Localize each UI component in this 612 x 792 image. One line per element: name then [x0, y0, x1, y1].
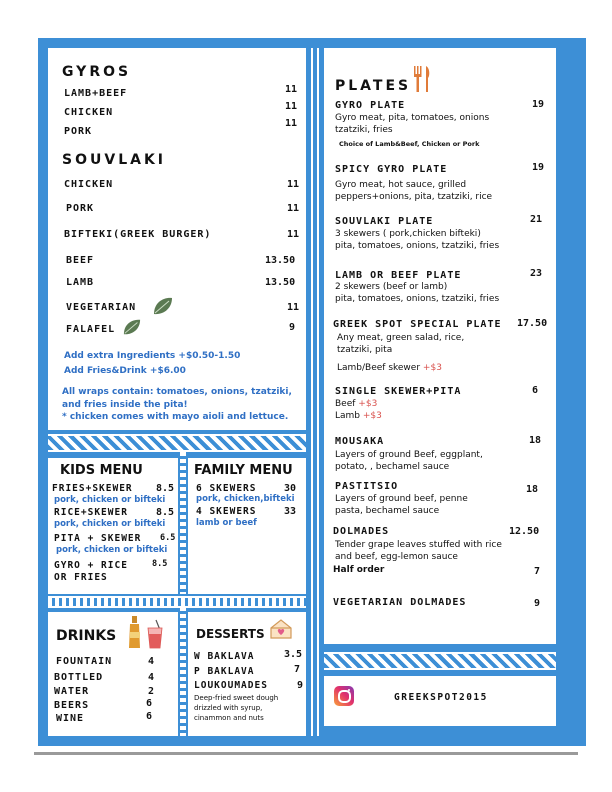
menu-item-price: 11	[287, 203, 300, 214]
menu-item-desc: peppers+onions, pita, tzatziki, rice	[335, 192, 493, 202]
menu-item-desc: Any meat, green salad, rice,	[337, 333, 465, 343]
menu-item-price: 33	[284, 506, 297, 517]
addon-price: +$3	[358, 399, 378, 409]
dashed-divider	[180, 452, 186, 594]
menu-item-name: VEGETARIAN	[66, 302, 137, 313]
menu-item-price: 6	[146, 711, 153, 722]
menu-item-name: WINE	[56, 713, 85, 724]
menu-item-price: 3.5	[284, 649, 303, 660]
menu-item-price: 30	[284, 483, 297, 494]
menu-item-price: 7	[294, 664, 301, 675]
menu-item-price: 19	[532, 162, 545, 173]
pattern-band	[324, 652, 556, 670]
menu-item-name: FALAFEL	[66, 324, 116, 335]
menu-item-price: 9	[534, 598, 541, 609]
menu-item-name: W BAKLAVA	[194, 651, 255, 662]
menu-item-sub: pork, chicken,bifteki	[196, 494, 295, 504]
menu-item-name: BIFTEKI(GREEK BURGER)	[64, 229, 212, 240]
menu-item-price: 13.50	[265, 277, 296, 288]
menu-item-desc: tzatziki, pita	[337, 345, 393, 355]
addon-price: +$3	[362, 411, 382, 421]
addon-price: +$3	[422, 363, 442, 373]
menu-item-price: 4	[148, 656, 155, 667]
menu-item-name: LOUKOUMADES	[194, 680, 268, 691]
dashed-divider	[180, 600, 186, 736]
menu-item-price: 12.50	[509, 526, 540, 537]
dessert-desc: cinammon and nuts	[194, 714, 264, 722]
desserts-title: DESSERTS	[196, 627, 265, 641]
menu-item-sub: OR FRIES	[54, 572, 108, 583]
menu-item-price: 6	[146, 698, 153, 709]
cake-icon	[268, 616, 294, 642]
menu-item-name: P BAKLAVA	[194, 666, 255, 677]
menu-item-price: 19	[532, 99, 545, 110]
menu-item-name: GREEK SPOT SPECIAL PLATE	[333, 319, 502, 330]
addon-label: Lamb/Beef skewer	[337, 363, 421, 373]
menu-item-name: PASTITSIO	[335, 481, 399, 492]
menu-item-price: 11	[287, 179, 300, 190]
wrap-note: and fries inside the pita!	[62, 400, 188, 410]
menu-item-name: BEEF	[66, 255, 95, 266]
menu-item-desc: Layers of ground beef, penne	[335, 494, 468, 504]
menu-item-name: FOUNTAIN	[56, 656, 113, 667]
menu-item-price: 18	[526, 484, 539, 495]
addon-line	[337, 363, 442, 373]
drink-bottle-icon	[124, 614, 168, 650]
menu-item-name: 4 SKEWERS	[196, 506, 257, 517]
menu-item-name: LAMB+BEEF	[64, 88, 128, 99]
menu-item-price: 6.5	[160, 533, 176, 543]
menu-item-desc: Gyro meat, hot sauce, grilled	[335, 180, 467, 190]
addon-line	[335, 411, 382, 421]
menu-item-price: 11	[285, 101, 298, 112]
drinks-title: DRINKS	[56, 628, 117, 644]
menu-item-name: SOUVLAKI PLATE	[335, 216, 434, 227]
menu-item-name: SPICY GYRO PLATE	[335, 164, 448, 175]
menu-item-name: CHICKEN	[64, 179, 114, 190]
divider-line	[311, 48, 313, 736]
menu-item-name: PITA + SKEWER	[54, 533, 142, 544]
extras-line: Add extra Ingredients +$0.50-1.50	[64, 351, 241, 361]
menu-item-price: 18	[529, 435, 542, 446]
dashed-divider	[48, 596, 306, 608]
leaf-icon	[152, 296, 174, 316]
menu-item-sub: lamb or beef	[196, 518, 257, 528]
page-shadow	[34, 752, 578, 755]
instagram-handle[interactable]: GREEKSPOT2015	[394, 692, 488, 703]
menu-item-sub: pork, chicken or bifteki	[54, 495, 166, 505]
menu-item-name: GYRO PLATE	[335, 100, 406, 111]
menu-item-name: RICE+SKEWER	[54, 507, 128, 518]
pattern-band	[48, 434, 306, 452]
menu-item-price: 11	[287, 302, 300, 313]
menu-item-name: 6 SKEWERS	[196, 483, 257, 494]
menu-item-sub: pork, chicken or bifteki	[54, 519, 166, 529]
menu-item-sub: pork, chicken or bifteki	[56, 545, 168, 555]
extras-line: Add Fries&Drink +$6.00	[64, 366, 186, 376]
plates-title: PLATES	[335, 78, 412, 94]
menu-item-name: GYRO + RICE	[54, 560, 128, 571]
menu-item-price: 2	[148, 686, 155, 697]
menu-item-price: 9	[289, 322, 296, 333]
menu-item-price: 9	[297, 680, 304, 691]
menu-item-name: DOLMADES	[333, 526, 390, 537]
addon-label: Lamb	[335, 411, 361, 421]
menu-item-price: 13.50	[265, 255, 296, 266]
menu-item-price: 11	[285, 118, 298, 129]
menu-item-price: 6	[532, 385, 539, 396]
menu-item-desc: pasta, bechamel sauce	[335, 506, 440, 516]
menu-item-name: PORK	[66, 203, 95, 214]
dessert-desc: Deep-fried sweet dough	[194, 694, 279, 702]
menu-item-name: LAMB OR BEEF PLATE	[335, 270, 462, 281]
menu-item-note: Choice of Lamb&Beef, Chicken or Pork	[339, 140, 480, 148]
half-order-label: Half order	[333, 565, 385, 575]
menu-item-desc: 3 skewers ( pork,chicken bifteki)	[335, 229, 481, 239]
fork-knife-icon	[411, 64, 433, 94]
souvlaki-title: SOUVLAKI	[62, 152, 167, 168]
menu-item-price: 17.50	[517, 318, 548, 329]
menu-item-desc: pita, tomatoes, onions, tzatziki, fries	[335, 241, 500, 251]
menu-item-name: VEGETARIAN DOLMADES	[333, 597, 467, 608]
leaf-icon	[122, 318, 142, 336]
menu-item-price: 21	[530, 214, 543, 225]
menu-item-desc: tzatziki, fries	[335, 125, 393, 135]
menu-item-price: 11	[285, 84, 298, 95]
addon-label: Beef	[335, 399, 356, 409]
menu-item-price: 8.5	[152, 559, 168, 569]
menu-item-desc: Layers of ground Beef, eggplant,	[335, 450, 483, 460]
menu-item-price: 8.5	[156, 483, 175, 494]
menu-item-name: LAMB	[66, 277, 95, 288]
gyros-title: GYROS	[62, 64, 132, 80]
menu-item-desc: Gyro meat, pita, tomatoes, onions	[335, 113, 490, 123]
menu-item-name: WATER	[54, 686, 90, 697]
kids-menu-title: KIDS MENU	[60, 463, 143, 478]
menu-item-name: FRIES+SKEWER	[52, 483, 133, 494]
menu-item-desc: 2 skewers (beef or lamb)	[335, 282, 448, 292]
wrap-note: All wraps contain: tomatoes, onions, tzatziki,	[62, 387, 292, 397]
menu-item-name: BOTTLED	[54, 672, 104, 683]
instagram-icon[interactable]	[334, 686, 354, 706]
wrap-note: * chicken comes with mayo aioli and lettuce.	[62, 412, 289, 422]
menu-item-price: 8.5	[156, 507, 175, 518]
menu-item-name: BEERS	[54, 700, 90, 711]
dessert-desc: drizzled with syrup,	[194, 704, 263, 712]
menu-item-desc: pita, tomatoes, onions, tzatziki, fries	[335, 294, 500, 304]
divider-line	[317, 48, 319, 736]
menu-item-price: 4	[148, 672, 155, 683]
menu-item-name: SINGLE SKEWER+PITA	[335, 386, 462, 397]
menu-item-desc: Tender grape leaves stuffed with rice	[335, 540, 502, 550]
half-order-price: 7	[534, 566, 541, 577]
menu-item-desc: potato, , bechamel sauce	[335, 462, 450, 472]
menu-item-desc: and beef, egg-lemon sauce	[335, 552, 458, 562]
addon-line	[335, 399, 377, 409]
menu-item-price: 23	[530, 268, 543, 279]
menu-item-name: CHICKEN	[64, 107, 114, 118]
menu-item-name: MOUSAKA	[335, 436, 385, 447]
family-menu-title: FAMILY MENU	[194, 463, 293, 478]
menu-item-name: PORK	[64, 126, 93, 137]
menu-item-price: 11	[287, 229, 300, 240]
